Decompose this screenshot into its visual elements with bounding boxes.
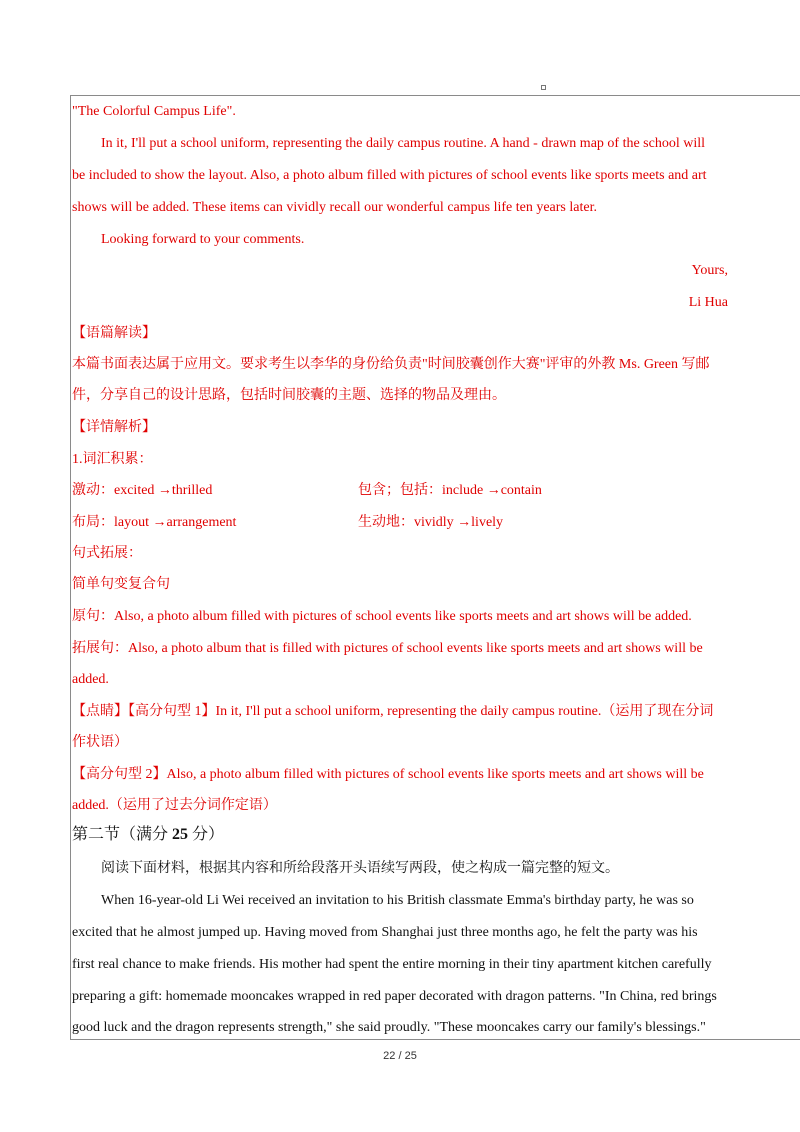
sentence-title: 句式拓展：	[72, 546, 142, 561]
reading-text-line: 件，分享自己的设计思路，包括时间胶囊的主题、选择的物品及理由。	[72, 388, 506, 403]
heading-detail: 【详情解析】	[72, 420, 156, 435]
original-sentence: 原句：Also, a photo album filled with pictures of school events like sports meets and art shows will be added.	[72, 609, 692, 624]
letter-closing: Yours,	[691, 263, 728, 278]
story-line: preparing a gift: homemade mooncakes wrapped in red paper decorated with dragon patterns. "In China, red brings	[72, 989, 717, 1004]
letter-paragraph-line: shows will be added. These items can vividly recall our wonderful campus life ten years later.	[72, 200, 597, 215]
story-line: good luck and the dragon represents strength," she said proudly. "These mooncakes carry our family's blessings."	[72, 1020, 706, 1035]
vocab-item: 激动：excited →thrilled	[72, 483, 213, 498]
heading-reading: 【语篇解读】	[72, 326, 156, 341]
letter-title-line: "The Colorful Campus Life".	[72, 104, 236, 119]
section-title	[72, 826, 742, 844]
vocab-title: 1.词汇积累：	[72, 452, 153, 467]
section-score: 25	[172, 826, 189, 843]
vocab-item: 布局：layout →arrangement	[72, 515, 237, 530]
letter-closing-remark: Looking forward to your comments.	[101, 232, 305, 247]
letter-paragraph-line: In it, I'll put a school uniform, representing the daily campus routine. A hand - drawn map of the school will	[101, 136, 706, 151]
story-line: excited that he almost jumped up. Having moved from Shanghai just three months ago, he felt the party was his	[72, 925, 698, 940]
highlight-sentence-line: 【点睛】【高分句型 1】In it, I'll put a school uniform, representing the daily campus routine.（运用了现在分词	[72, 704, 714, 719]
reading-text-line: 本篇书面表达属于应用文。要求考生以李华的身份给负责"时间胶囊创作大赛"评审的外教 Ms. Green 写邮	[72, 357, 710, 372]
page-corner-marker	[541, 85, 546, 90]
highlight-sentence-line: added.（运用了过去分词作定语）	[72, 798, 277, 813]
section-title-suffix: 分）	[188, 826, 225, 843]
sentence-subtitle: 简单句变复合句	[72, 577, 170, 592]
expanded-sentence-line: added.	[72, 672, 109, 687]
vocab-item: 包含；包括：include →contain	[358, 483, 542, 498]
expanded-sentence-line: 拓展句：Also, a photo album that is filled with pictures of school events like sports meets and art shows will be	[72, 641, 703, 656]
vocab-item: 生动地：vividly →lively	[358, 515, 504, 530]
highlight-sentence-line: 【高分句型 2】Also, a photo album filled with pictures of school events like sports meets and art shows will be	[72, 767, 704, 782]
highlight-sentence-line: 作状语）	[72, 735, 128, 750]
section-title-prefix: 第二节（满分	[72, 826, 173, 843]
section-instruction: 阅读下面材料，根据其内容和所给段落开头语续写两段，使之构成一篇完整的短文。	[101, 861, 619, 876]
letter-paragraph-line: be included to show the layout. Also, a photo album filled with pictures of school events like sports meets and art	[72, 168, 707, 183]
page-number: 22 / 25	[383, 1050, 417, 1062]
story-line: first real chance to make friends. His mother had spent the entire morning in their tiny apartment kitchen carefully	[72, 957, 712, 972]
letter-signature: Li Hua	[688, 295, 728, 310]
story-line: When 16-year-old Li Wei received an invitation to his British classmate Emma's birthday party, he was so	[101, 893, 694, 908]
